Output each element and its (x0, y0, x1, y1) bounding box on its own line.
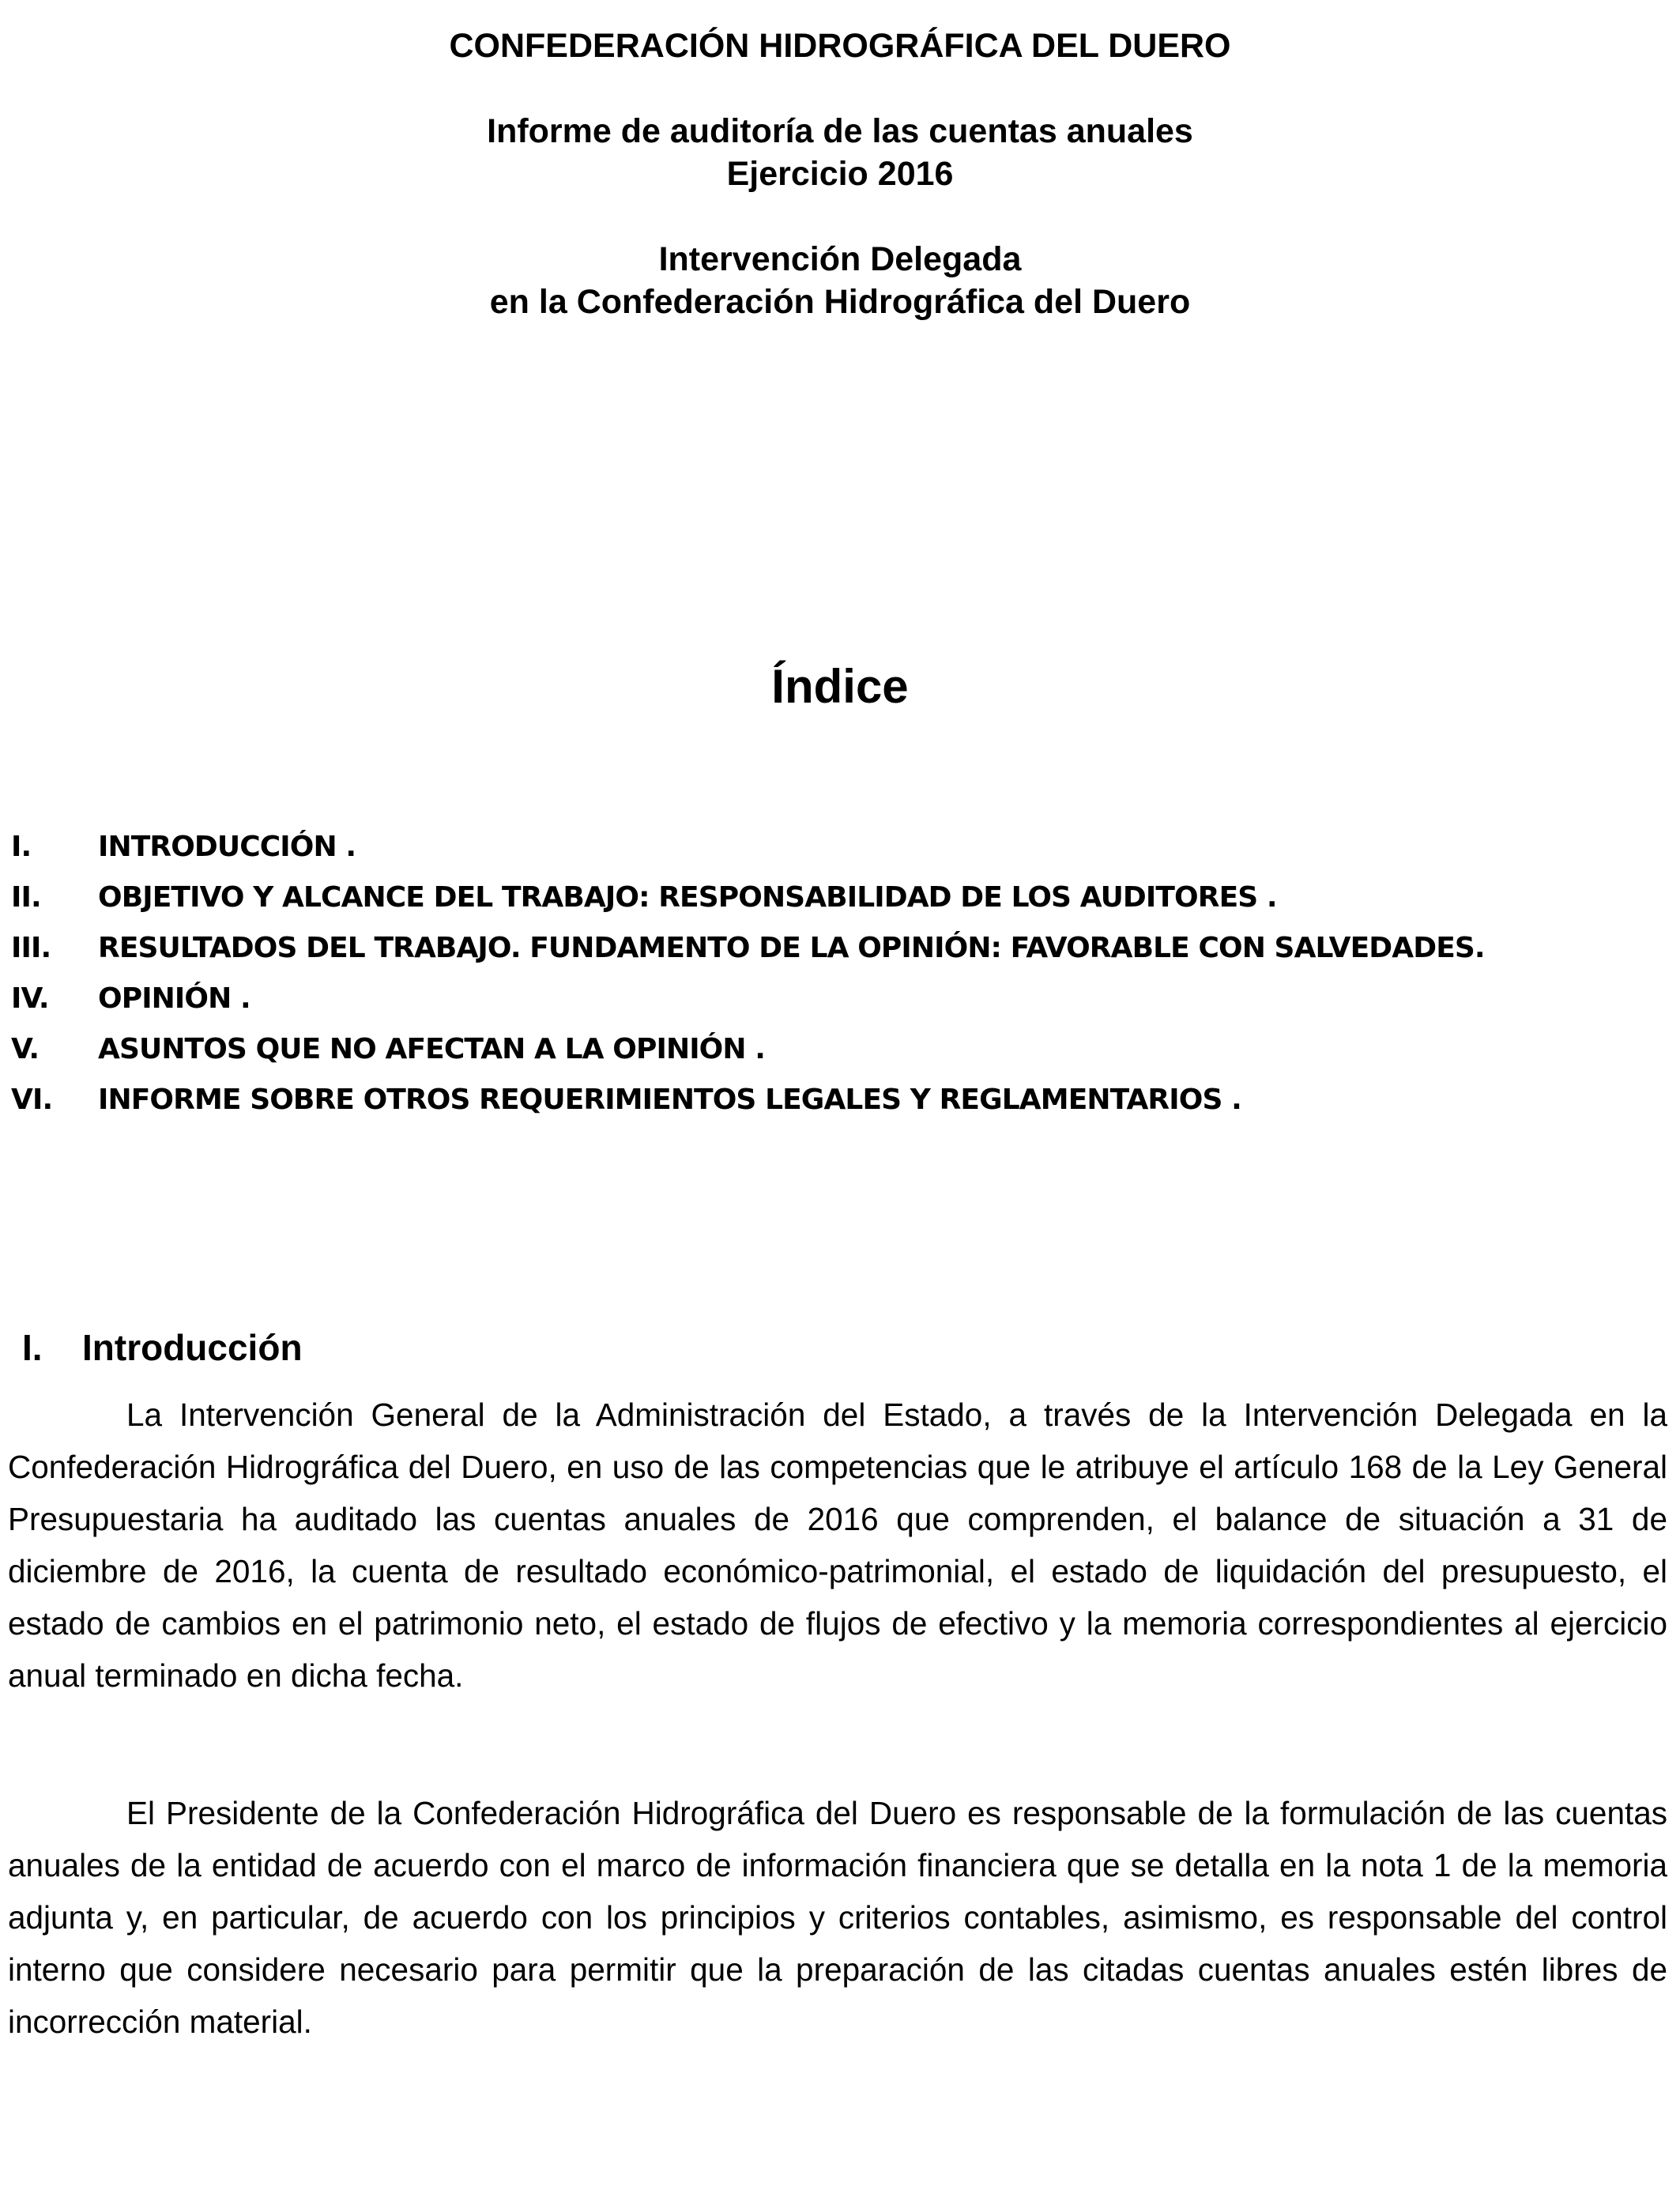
toc-item-number: II. (11, 881, 41, 914)
toc-item-opinion (11, 974, 1671, 1024)
toc-item-number: V. (11, 1033, 40, 1065)
section-heading-introduccion (22, 1325, 303, 1370)
toc-item-text: OBJETIVO Y ALCANCE DEL TRABAJO: RESPONSABILIDAD DE LOS AUDITORES . (98, 881, 1277, 914)
section-number: I. (22, 1327, 43, 1368)
toc-item-text: RESULTADOS DEL TRABAJO. FUNDAMENTO DE LA OPINIÓN: FAVORABLE CON SALVEDADES. (98, 932, 1485, 964)
toc-item-objetivo (11, 873, 1671, 923)
toc-item-informe (11, 1075, 1671, 1125)
intervention-line-1: Intervención Delegada (658, 240, 1022, 278)
toc-item-asuntos (11, 1024, 1671, 1075)
report-title: Informe de auditoría de las cuentas anuales (487, 112, 1193, 150)
toc-item-resultados (11, 923, 1671, 974)
toc-item-introduccion (11, 822, 1671, 873)
toc-item-number: VI. (11, 1084, 53, 1116)
intervention-line-2: en la Confederación Hidrográfica del Duero (489, 283, 1191, 321)
toc-item-text: ASUNTOS QUE NO AFECTAN A LA OPINIÓN . (98, 1033, 766, 1065)
intro-paragraph-1: La Intervención General de la Administración del Estado, a través de la Intervención Delegada en la Confederación Hidrográfica del Duero, en uso de las competencias que le atribuye el artículo 168 de la Ley General Presupuestaria ha auditado las cuentas anuales de 2016 que comprenden, el balance de situación a 31 de diciembre de 2016, la cuenta de resultado económico-patrimonial, el estado de liquidación del presupuesto, el estado de cambios en el patrimonio neto, el estado de flujos de efectivo y la memoria correspondientes al ejercicio anual terminado en dicha fecha. (8, 1397, 1667, 1694)
index-title: Índice (771, 660, 909, 713)
toc-item-text: INFORME SOBRE OTROS REQUERIMIENTOS LEGALES Y REGLAMENTARIOS . (98, 1084, 1241, 1116)
intervention-heading (0, 238, 1680, 323)
toc-item-number: III. (11, 932, 51, 964)
report-heading (0, 110, 1680, 195)
table-of-contents (11, 822, 1671, 1125)
section-title: Introducción (82, 1327, 303, 1368)
fiscal-year: Ejercicio 2016 (726, 155, 954, 193)
toc-item-number: IV. (11, 982, 49, 1015)
toc-item-text: INTRODUCCIÓN . (98, 831, 356, 863)
organization-heading (0, 25, 1680, 67)
toc-item-text: OPINIÓN . (98, 982, 250, 1015)
toc-item-number: I. (11, 831, 32, 863)
organization-name: CONFEDERACIÓN HIDROGRÁFICA DEL DUERO (449, 27, 1231, 65)
intro-paragraph-2: El Presidente de la Confederación Hidrográfica del Duero es responsable de la formulación de las cuentas anuales de la entidad de acuerdo con el marco de información financiera que se detalla en la nota 1 de la memoria adjunta y, en particular, de acuerdo con los principios y criterios contables, asimismo, es responsable del control interno que considere necesario para permitir que la preparación de las citadas cuentas anuales estén libres de incorrección material. (8, 1795, 1667, 2040)
